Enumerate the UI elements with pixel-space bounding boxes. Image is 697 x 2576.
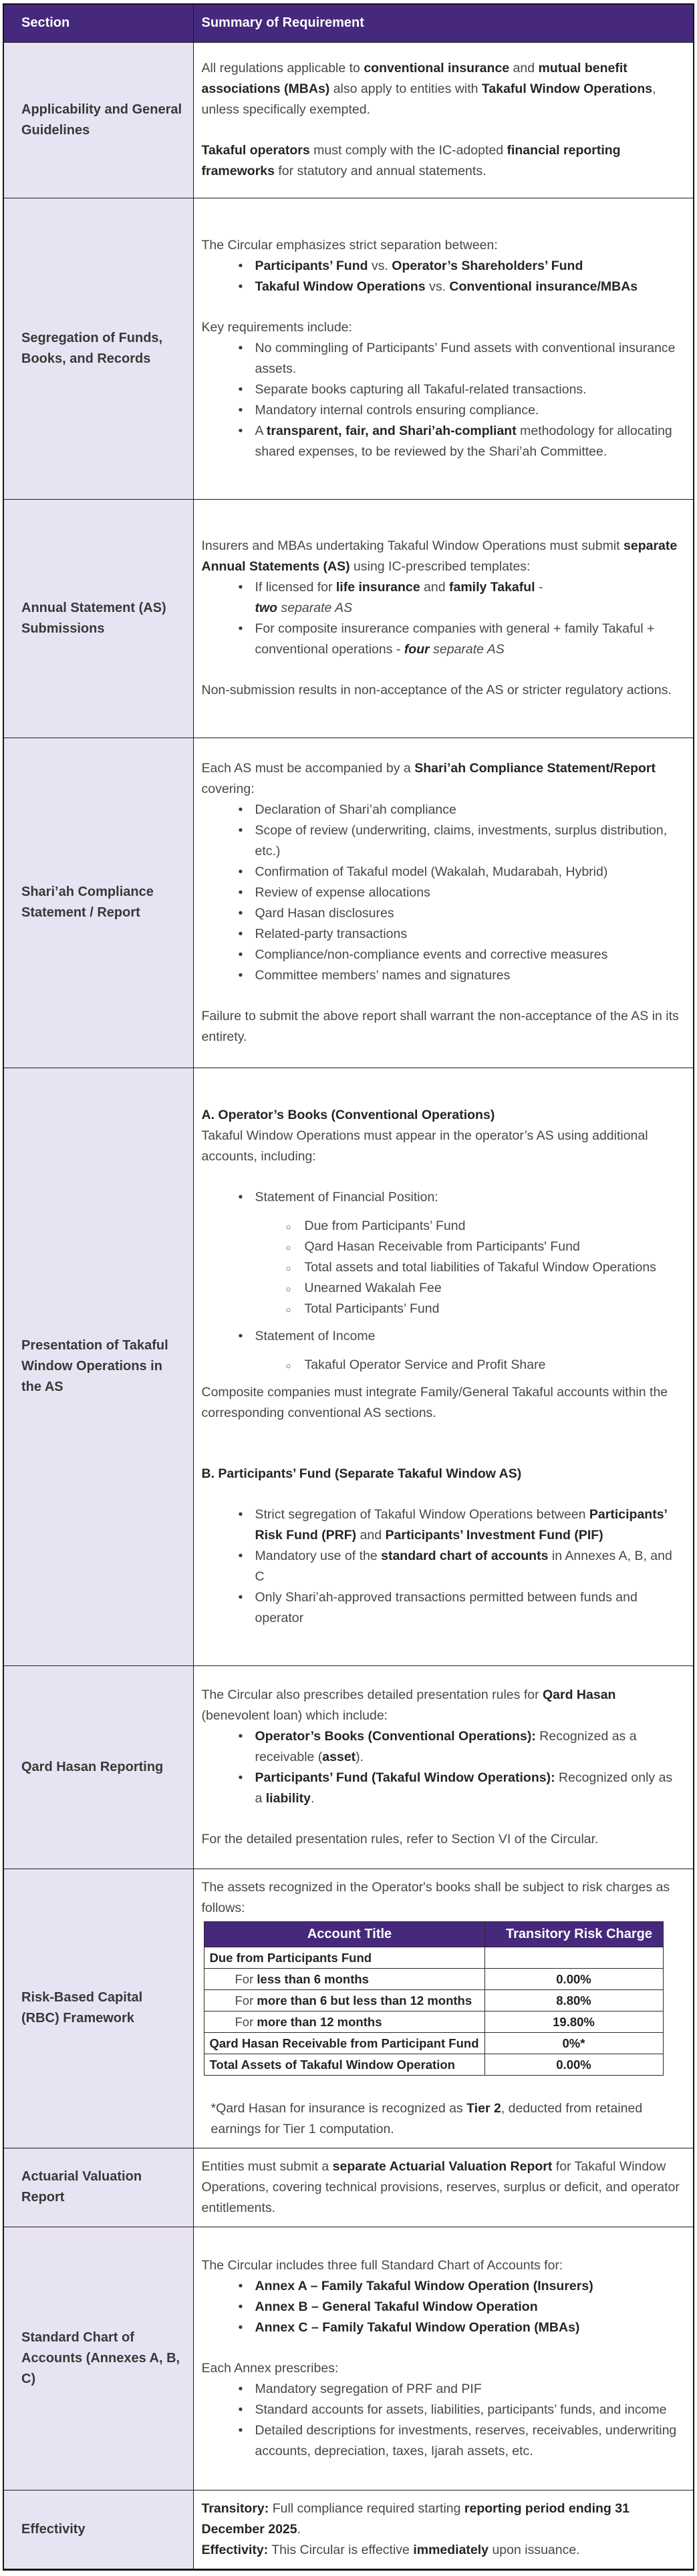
text-run: Total Assets of Takaful Window Operation (209, 2057, 455, 2072)
paragraph: Takaful operators must comply with the IC-adopted financial reporting frameworks for statutory and annual statements. (201, 143, 621, 178)
paragraph: Entities must submit a separate Actuarial Valuation Report for Takaful Window Operations, covering technical provisions, reserves, surplus or deficit, and operator entitlements. (201, 2158, 680, 2215)
text-run: immediately (413, 2542, 489, 2557)
text-run: financial reporting frameworks (201, 143, 621, 178)
risk-table-header-row (204, 1921, 663, 1947)
risk-table-header-cell: Transitory Risk Charge (484, 1921, 663, 1947)
section-cell: Actuarial Valuation Report (3, 2148, 193, 2227)
text-run: separate AS (277, 601, 353, 615)
table-row (3, 2148, 694, 2227)
spacer (202, 1444, 683, 1464)
bullet-item: • Related-party transactions (202, 924, 683, 945)
text-run: B. Participants’ Fund (Separate Takaful Window AS) (201, 1466, 522, 1481)
text-run: Takaful Window Operations (481, 82, 653, 96)
paragraph (202, 1105, 683, 1126)
paragraph: Each AS must be accompanied by a Shari’ah Compliance Statement/Report covering: (201, 760, 656, 796)
table-row (3, 1068, 694, 1665)
paragraph: Effectivity: This Circular is effective immediately upon issuance. (201, 2542, 580, 2557)
sub-bullet-item: ○ Due from Participants’ Fund (202, 1216, 683, 1237)
column-header-section: Section (3, 4, 193, 42)
table-row (3, 2227, 694, 2490)
summary-cell (193, 499, 694, 738)
spacer (202, 1809, 683, 1829)
bullet-item: • Standard accounts for assets, liabilities, participants’ funds, and income (202, 2400, 683, 2420)
bullet-list (202, 338, 683, 462)
bullet-list (202, 1187, 683, 1376)
paragraph: Key requirements include: (201, 319, 352, 335)
paragraph: The Circular also prescribes detailed presentation rules for Qard Hasan (benevolent loan) which include: (201, 1687, 616, 1723)
bullet-list (202, 800, 683, 986)
text-run: four (404, 642, 430, 657)
bullet-item: • Statement of Financial Position: ○ Due from Participants’ Fund ○ Qard Hasan Receivable from Participants' Fund ○ Total assets and total liabilities of Takaful Window Operations ○ Unearned Wakalah Fee ○ Total Participants’ Fund (202, 1187, 683, 1319)
text-run: Annex C – Family Takaful Window Operation (MBAs) (255, 2319, 580, 2335)
risk-table-body (204, 1947, 663, 2075)
text-run: liability (265, 1790, 311, 1806)
account-title-cell: For less than 6 months (204, 1968, 484, 1989)
summary-cell (193, 738, 694, 1068)
bullet-item: • Separate books capturing all Takaful-related transactions. (202, 379, 683, 400)
text-run: Conventional insurance/MBAs (449, 279, 638, 294)
section-cell: Segregation of Funds, Books, and Records (3, 198, 193, 499)
risk-table-row (204, 2054, 663, 2075)
summary-cell (193, 2227, 694, 2490)
text-run: more than 6 but less than 12 months (257, 1993, 472, 2007)
bullet-item: • No commingling of Participants’ Fund assets with conventional insurance assets. (202, 338, 683, 379)
text-run: Qard Hasan Receivable from Participant Fund (209, 2036, 479, 2050)
account-title-cell: For more than 12 months (204, 2011, 484, 2032)
section-cell: Effectivity (3, 2490, 193, 2569)
spacer (202, 297, 683, 317)
text-run: Participants’ Risk Fund (PRF) (255, 1506, 667, 1543)
text-run: A. Operator’s Books (Conventional Operations) (201, 1107, 495, 1122)
risk-charge-cell (484, 1947, 663, 1968)
risk-table-row (204, 1968, 663, 1989)
text-run: asset (322, 1749, 356, 1764)
text-run: Operator’s Shareholders’ Fund (392, 258, 583, 273)
paragraph: The assets recognized in the Operator's books shall be subject to risk charges as follows: (201, 1879, 670, 1915)
bullet-item: • Committee members’ names and signatures (202, 965, 683, 986)
risk-table-row (204, 1989, 663, 2011)
text-run: Takaful Window Operations (255, 279, 426, 294)
paragraph: Non-submission results in non-acceptance of the AS or stricter regulatory actions. (201, 683, 672, 697)
text-run: Participants’ Fund (255, 258, 368, 273)
bullet-item: • Statement of Income ○ Takaful Operator Service and Profit Share (202, 1326, 683, 1376)
text-run: life insurance (335, 580, 420, 595)
account-title-cell (204, 1947, 484, 1968)
header-row (3, 4, 694, 42)
text-run: separate Actuarial Valuation Report (332, 2158, 553, 2174)
bullet-list (202, 1504, 683, 1629)
text-run: Qard Hasan (543, 1687, 616, 1702)
risk-table-row (204, 2011, 663, 2032)
text-run: Participants’ Investment Fund (PIF) (385, 1527, 603, 1543)
summary-cell (193, 2148, 694, 2227)
bullet-item: • A transparent, fair, and Shari’ah-compliant methodology for allocating shared expenses, to be reviewed by the Shari’ah Committee. (202, 421, 683, 462)
spacer (202, 2338, 683, 2358)
spacer (202, 1167, 683, 1187)
paragraph (202, 1464, 683, 1484)
table-row (3, 198, 694, 499)
paragraph: Insurers and MBAs undertaking Takaful Window Operations must submit separate Annual Statements (AS) using IC-prescribed templates: (201, 538, 678, 574)
text-run: Shari’ah Compliance Statement/Report (414, 760, 656, 776)
table-row (3, 1869, 694, 2148)
text-run: reporting period ending 31 December 2025 (201, 2501, 630, 2537)
summary-cell (193, 1068, 694, 1665)
summary-cell (193, 1869, 694, 2148)
bullet-item: • Strict segregation of Takaful Window Operations between Participants’ Risk Fund (PRF) and Participants’ Investment Fund (PIF) (202, 1504, 683, 1546)
risk-table-row (204, 2032, 663, 2054)
paragraph: *Qard Hasan for insurance is recognized as Tier 2, deducted from retained earnings for Tier 1 computation. (211, 2100, 643, 2136)
bullet-item: • Confirmation of Takaful model (Wakalah, Mudarabah, Hybrid) (202, 862, 683, 882)
sub-bullet-item: ○ Unearned Wakalah Fee (202, 1278, 683, 1299)
text-run: mutual benefit associations (MBAs) (201, 61, 628, 96)
spacer (202, 660, 683, 680)
summary-cell (193, 42, 694, 198)
spacer (202, 1484, 683, 1504)
summary-cell (193, 198, 694, 499)
risk-charge-cell: 0.00% (484, 1968, 663, 1989)
bullet-list (202, 2276, 683, 2338)
section-cell: Risk-Based Capital (RBC) Framework (3, 1869, 193, 2148)
text-run: Operator’s Books (Conventional Operations): (255, 1728, 536, 1744)
bullet-item: • Compliance/non-compliance events and corrective measures (202, 945, 683, 965)
risk-charge-cell: 0%* (484, 2032, 663, 2054)
text-run: Due from Participants Fund (209, 1950, 372, 1965)
column-header-summary: Summary of Requirement (193, 4, 694, 42)
risk-charge-cell: 8.80% (484, 1989, 663, 2011)
paragraph: Takaful Window Operations must appear in the operator’s AS using additional accounts, including: (201, 1128, 648, 1164)
spacer (202, 120, 683, 140)
section-cell: Shari’ah Compliance Statement / Report (3, 738, 193, 1068)
risk-charge-table (204, 1921, 664, 2076)
spacer (202, 2078, 683, 2098)
bullet-item: • If licensed for life insurance and family Takaful - two separate AS (202, 577, 683, 619)
paragraph: Transitory: Full compliance required starting reporting period ending 31 December 2025. (201, 2501, 630, 2537)
sub-bullet-list (202, 1216, 683, 1319)
risk-table-header-cell: Account Title (204, 1921, 484, 1947)
risk-table-head (204, 1921, 663, 1947)
table-row (3, 738, 694, 1068)
sub-bullet-item: ○ Takaful Operator Service and Profit Share (202, 1355, 683, 1376)
text-run: Effectivity: (201, 2542, 269, 2557)
sub-bullet-item: ○ Total Participants’ Fund (202, 1299, 683, 1319)
risk-charge-cell: 19.80% (484, 2011, 663, 2032)
bullet-list (202, 2379, 683, 2462)
table-row (3, 42, 694, 198)
section-cell: Qard Hasan Reporting (3, 1665, 193, 1869)
table-row (3, 1665, 694, 1869)
paragraph: The Circular emphasizes strict separation between: (201, 237, 498, 253)
paragraph: All regulations applicable to conventional insurance and mutual benefit associations (MBAs) also apply to entities with Takaful Window Operations, unless specifically exempted. (201, 61, 656, 117)
bullet-item: • Mandatory internal controls ensuring compliance. (202, 400, 683, 421)
paragraph: Failure to submit the above report shall warrant the non-acceptance of the AS in its entirety. (201, 1008, 679, 1044)
bullet-item: • Takaful Window Operations vs. Conventional insurance/MBAs (202, 277, 683, 297)
bullet-item: • Mandatory use of the standard chart of accounts in Annexes A, B, and C (202, 1546, 683, 1587)
paragraph: Each Annex prescribes: (201, 2360, 339, 2376)
text-run: more than 12 months (257, 2014, 382, 2029)
bullet-item: • Participants’ Fund vs. Operator’s Shareholders’ Fund (202, 256, 683, 277)
bullet-item: • Declaration of Shari’ah compliance (202, 800, 683, 820)
text-run: two (255, 601, 278, 615)
text-run: conventional insurance (364, 61, 510, 75)
text-run: separate Annual Statements (AS) (201, 538, 678, 574)
sub-bullet-list (202, 1355, 683, 1376)
text-run: Participants’ Fund (Takaful Window Operations): (255, 1770, 555, 1785)
text-run: less than 6 months (257, 1971, 369, 1986)
paragraph: The Circular includes three full Standard Chart of Accounts for: (201, 2257, 563, 2273)
account-title-cell (204, 2054, 484, 2075)
bullet-item: • Only Shari’ah-approved transactions permitted between funds and operator (202, 1587, 683, 1629)
section-cell: Presentation of Takaful Window Operations in the AS (3, 1068, 193, 1665)
bullet-item (202, 2297, 683, 2317)
bullet-item: • Operator’s Books (Conventional Operations): Recognized as a receivable (asset). (202, 1726, 683, 1768)
section-cell: Standard Chart of Accounts (Annexes A, B, C) (3, 2227, 193, 2490)
bullet-item: • Qard Hasan disclosures (202, 903, 683, 924)
bullet-item: • Review of expense allocations (202, 882, 683, 903)
text-run: Transitory: (201, 2501, 269, 2516)
text-run: Tier 2 (466, 2100, 501, 2116)
bullet-item: • Detailed descriptions for investments, reserves, receivables, underwriting accounts, depreciation, taxes, Ijarah assets, etc. (202, 2420, 683, 2462)
bullet-item (202, 2317, 683, 2338)
bullet-item: • Participants’ Fund (Takaful Window Operations): Recognized only as a liability. (202, 1768, 683, 1809)
spacer (202, 986, 683, 1006)
bullet-item (202, 2276, 683, 2297)
section-cell: Annual Statement (AS) Submissions (3, 499, 193, 738)
spacer (202, 1424, 683, 1444)
table-row (3, 2490, 694, 2569)
summary-cell (193, 1665, 694, 1869)
paragraph: Composite companies must integrate Family/General Takaful accounts within the corresponding conventional AS sections. (201, 1384, 668, 1420)
bullet-list (202, 577, 683, 660)
text-run: transparent, fair, and Shari’ah-compliant (266, 423, 517, 438)
text-run: Annex B – General Takaful Window Operation (255, 2299, 538, 2314)
risk-table-row (204, 1947, 663, 1968)
requirements-summary-table (3, 3, 694, 2571)
summary-cell (193, 2490, 694, 2569)
table-row (3, 499, 694, 738)
bullet-list (202, 1726, 683, 1809)
account-title-cell (204, 2032, 484, 2054)
section-cell: Applicability and General Guidelines (3, 42, 193, 198)
bullet-item: • Mandatory segregation of PRF and PIF (202, 2379, 683, 2400)
text-run: standard chart of accounts (381, 1548, 549, 1563)
sub-bullet-item: ○ Total assets and total liabilities of Takaful Window Operations (202, 1257, 683, 1278)
bullet-item: • For composite insurerance companies with general + family Takaful + conventional operations - four separate AS (202, 619, 683, 660)
risk-charge-cell: 0.00% (484, 2054, 663, 2075)
text-run: separate AS (429, 642, 505, 657)
bullet-item: • Scope of review (underwriting, claims, investments, surplus distribution, etc.) (202, 820, 683, 862)
text-run: Takaful operators (201, 143, 310, 158)
text-run: family Takaful (448, 580, 535, 595)
text-run: Annex A – Family Takaful Window Operation (Insurers) (255, 2278, 593, 2293)
sub-bullet-item: ○ Qard Hasan Receivable from Participants' Fund (202, 1237, 683, 1257)
account-title-cell: For more than 6 but less than 12 months (204, 1989, 484, 2011)
bullet-list (202, 256, 683, 297)
paragraph: For the detailed presentation rules, refer to Section VI of the Circular. (201, 1831, 599, 1846)
